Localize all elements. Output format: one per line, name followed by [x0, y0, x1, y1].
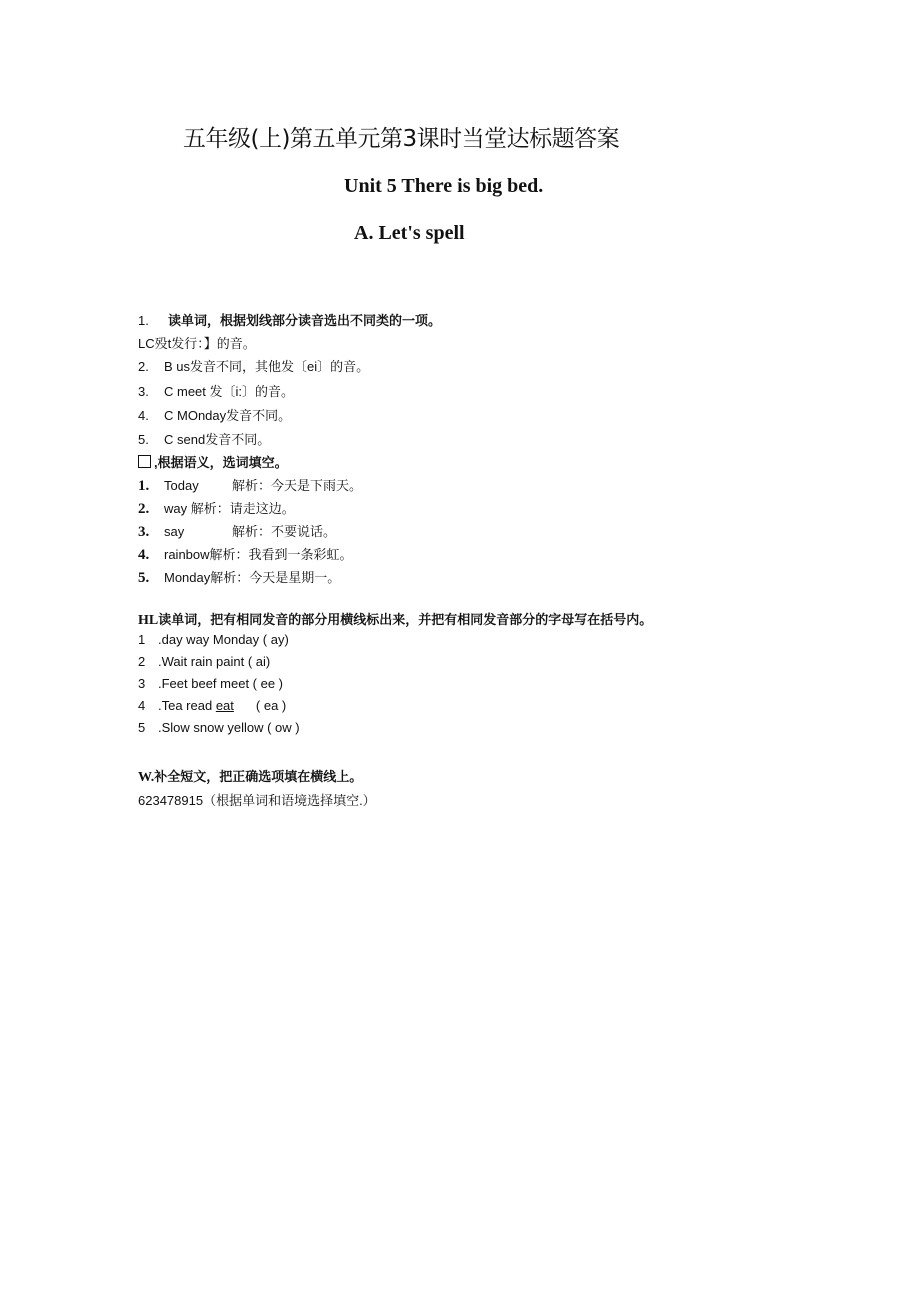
underlined-letters: eat [215, 698, 234, 713]
item-text: C MOnday发音不同。 [164, 408, 292, 423]
part4-heading-text: 补全短文，把正确选项填在横线上。 [154, 769, 363, 784]
part2-answer-line [138, 567, 340, 587]
item-number: 5. [138, 432, 149, 447]
item-text: C send发音不同。 [164, 432, 271, 447]
part4-heading [138, 766, 362, 786]
part1-heading-text: 读单词，根据划线部分读音选出不同类的一项。 [168, 313, 442, 328]
item-number: 5 [138, 720, 146, 735]
item-text: .Wait rain paint ( ai) [158, 654, 271, 669]
item-number: 3. [138, 524, 150, 540]
item-text-prefix: .Tea read [158, 698, 216, 713]
item-note: 解析：不要说话。 [232, 524, 337, 539]
part2-heading [138, 452, 288, 471]
item-text: C meet 发〔i:〕的音。 [164, 384, 295, 399]
item-number: 4. [138, 408, 149, 423]
item-number: 1. [138, 478, 150, 494]
item-word: rainbow [164, 547, 210, 562]
section-title: A. Let's spell [354, 222, 465, 244]
item-number: 4. [138, 547, 150, 563]
part2-answer-line [138, 544, 353, 564]
part4-answer-line: 623478915（根据单词和语境选择填空.） [138, 793, 376, 808]
part2-heading-separator: , [154, 455, 158, 470]
part2-answer-line [138, 521, 336, 541]
part1-heading [138, 310, 441, 329]
part3-answer-line [138, 698, 286, 713]
part1-heading-number: 1. [138, 313, 149, 328]
item-word: Today [164, 478, 199, 493]
part2-heading-text: 根据语义，选词填空。 [157, 455, 288, 470]
item-word: way [164, 501, 188, 516]
part2-answer-line [138, 498, 295, 518]
item-text: .day way Monday ( ay) [158, 632, 289, 647]
part3-answer-line [138, 654, 270, 669]
part1-answer-line [138, 356, 369, 375]
item-number: 3. [138, 384, 149, 399]
checkbox-square-icon [138, 455, 151, 468]
item-note: 解析：今天是星期一。 [210, 570, 341, 585]
part3-heading [138, 609, 652, 629]
item-number: 4 [138, 698, 146, 713]
item-number: 5. [138, 570, 150, 586]
part1-answer-line [138, 405, 291, 424]
part3-heading-prefix: HL [138, 613, 159, 628]
part4-heading-prefix: W. [138, 770, 155, 785]
item-text: .Slow snow yellow ( ow ) [158, 720, 300, 735]
item-word: say [164, 524, 185, 539]
item-note: 解析：今天是下雨天。 [232, 478, 363, 493]
unit-title: Unit 5 There is big bed. [344, 175, 544, 197]
part3-answer-line [138, 720, 300, 735]
part3-answer-line [138, 676, 283, 691]
part2-answer-line [138, 475, 362, 495]
item-text-suffix: ( ea ) [255, 698, 287, 713]
part3-answer-line [138, 632, 289, 647]
item-number: 2. [138, 359, 149, 374]
item-text: .Feet beef meet ( ee ) [158, 676, 284, 691]
item-text: B us发音不同，其他发〔ei〕的音。 [164, 359, 370, 374]
item-note: 解析：请走这边。 [190, 501, 295, 516]
page-title: 五年级(上)第五单元第3课时当堂达标题答案 [183, 126, 620, 152]
item-number: 2. [138, 501, 150, 517]
item-word: Monday [164, 570, 211, 585]
item-number: 1 [138, 632, 146, 647]
item-number: 3 [138, 676, 146, 691]
item-note: 解析：我看到一条彩虹。 [209, 547, 353, 562]
part3-heading-text: 读单词，把有相同发音的部分用横线标出来，并把有相同发音部分的字母写在括号内。 [158, 612, 653, 627]
part1-answer-line-1: LC殁t发行：】的音。 [138, 336, 256, 351]
part1-answer-line [138, 429, 270, 448]
part1-answer-line [138, 381, 294, 400]
item-number: 2 [138, 654, 146, 669]
